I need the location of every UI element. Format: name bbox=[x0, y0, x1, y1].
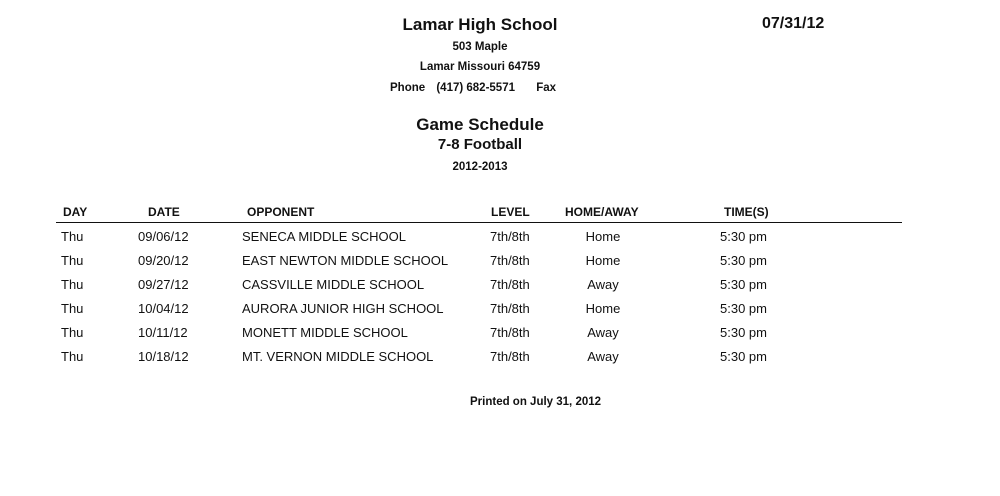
cell-times: 5:30 pm bbox=[720, 301, 767, 316]
column-header-level: LEVEL bbox=[491, 205, 530, 219]
document-title: Game Schedule bbox=[416, 115, 544, 134]
cell-date: 10/11/12 bbox=[138, 325, 188, 340]
cell-home-away: Home bbox=[585, 229, 621, 244]
cell-opponent: MONETT MIDDLE SCHOOL bbox=[242, 325, 408, 340]
cell-opponent: EAST NEWTON MIDDLE SCHOOL bbox=[242, 253, 449, 268]
cell-times: 5:30 pm bbox=[720, 349, 767, 364]
cell-level: 7th/8th bbox=[490, 349, 530, 364]
cell-opponent: AURORA JUNIOR HIGH SCHOOL bbox=[242, 301, 444, 316]
cell-day: Thu bbox=[61, 349, 84, 364]
cell-level: 7th/8th bbox=[490, 229, 530, 244]
fax-label: Fax bbox=[536, 82, 557, 94]
cell-times: 5:30 pm bbox=[720, 253, 767, 268]
cell-home-away: Away bbox=[587, 325, 619, 340]
cell-day: Thu bbox=[61, 325, 84, 340]
cell-opponent: CASSVILLE MIDDLE SCHOOL bbox=[242, 277, 425, 292]
column-header-home-away: HOME/AWAY bbox=[565, 205, 639, 219]
address-line-1: 503 Maple bbox=[452, 41, 508, 53]
print-date: 07/31/12 bbox=[762, 15, 825, 32]
cell-date: 10/04/12 bbox=[138, 301, 189, 316]
column-header-day: DAY bbox=[63, 205, 88, 219]
cell-home-away: Away bbox=[587, 349, 619, 364]
column-header-date: DATE bbox=[148, 205, 180, 219]
cell-level: 7th/8th bbox=[490, 325, 530, 340]
column-header-times: TIME(S) bbox=[724, 205, 769, 219]
cell-level: 7th/8th bbox=[490, 301, 530, 316]
cell-day: Thu bbox=[61, 253, 84, 268]
printed-on-footer: Printed on July 31, 2012 bbox=[470, 396, 602, 408]
address-line-2: Lamar Missouri 64759 bbox=[419, 61, 541, 73]
cell-date: 09/27/12 bbox=[138, 277, 189, 292]
cell-date: 10/18/12 bbox=[138, 349, 189, 364]
contact-line bbox=[390, 82, 556, 94]
cell-day: Thu bbox=[61, 301, 84, 316]
cell-times: 5:30 pm bbox=[720, 277, 767, 292]
cell-home-away: Away bbox=[587, 277, 619, 292]
phone-number: (417) 682-5571 bbox=[436, 82, 515, 94]
column-header-opponent: OPPONENT bbox=[247, 205, 315, 219]
cell-home-away: Home bbox=[585, 301, 621, 316]
cell-opponent: MT. VERNON MIDDLE SCHOOL bbox=[242, 349, 434, 364]
cell-times: 5:30 pm bbox=[720, 325, 767, 340]
cell-date: 09/06/12 bbox=[138, 229, 189, 244]
cell-home-away: Home bbox=[585, 253, 621, 268]
sport-subtitle: 7-8 Football bbox=[437, 136, 523, 153]
phone-label: Phone bbox=[390, 82, 426, 94]
cell-day: Thu bbox=[61, 229, 84, 244]
cell-times: 5:30 pm bbox=[720, 229, 767, 244]
cell-day: Thu bbox=[61, 277, 84, 292]
school-name: Lamar High School bbox=[402, 15, 558, 34]
cell-date: 09/20/12 bbox=[138, 253, 189, 268]
cell-opponent: SENECA MIDDLE SCHOOL bbox=[242, 229, 406, 244]
cell-level: 7th/8th bbox=[490, 253, 530, 268]
season-label: 2012-2013 bbox=[452, 161, 508, 173]
cell-level: 7th/8th bbox=[490, 277, 530, 292]
header-divider bbox=[56, 222, 902, 223]
